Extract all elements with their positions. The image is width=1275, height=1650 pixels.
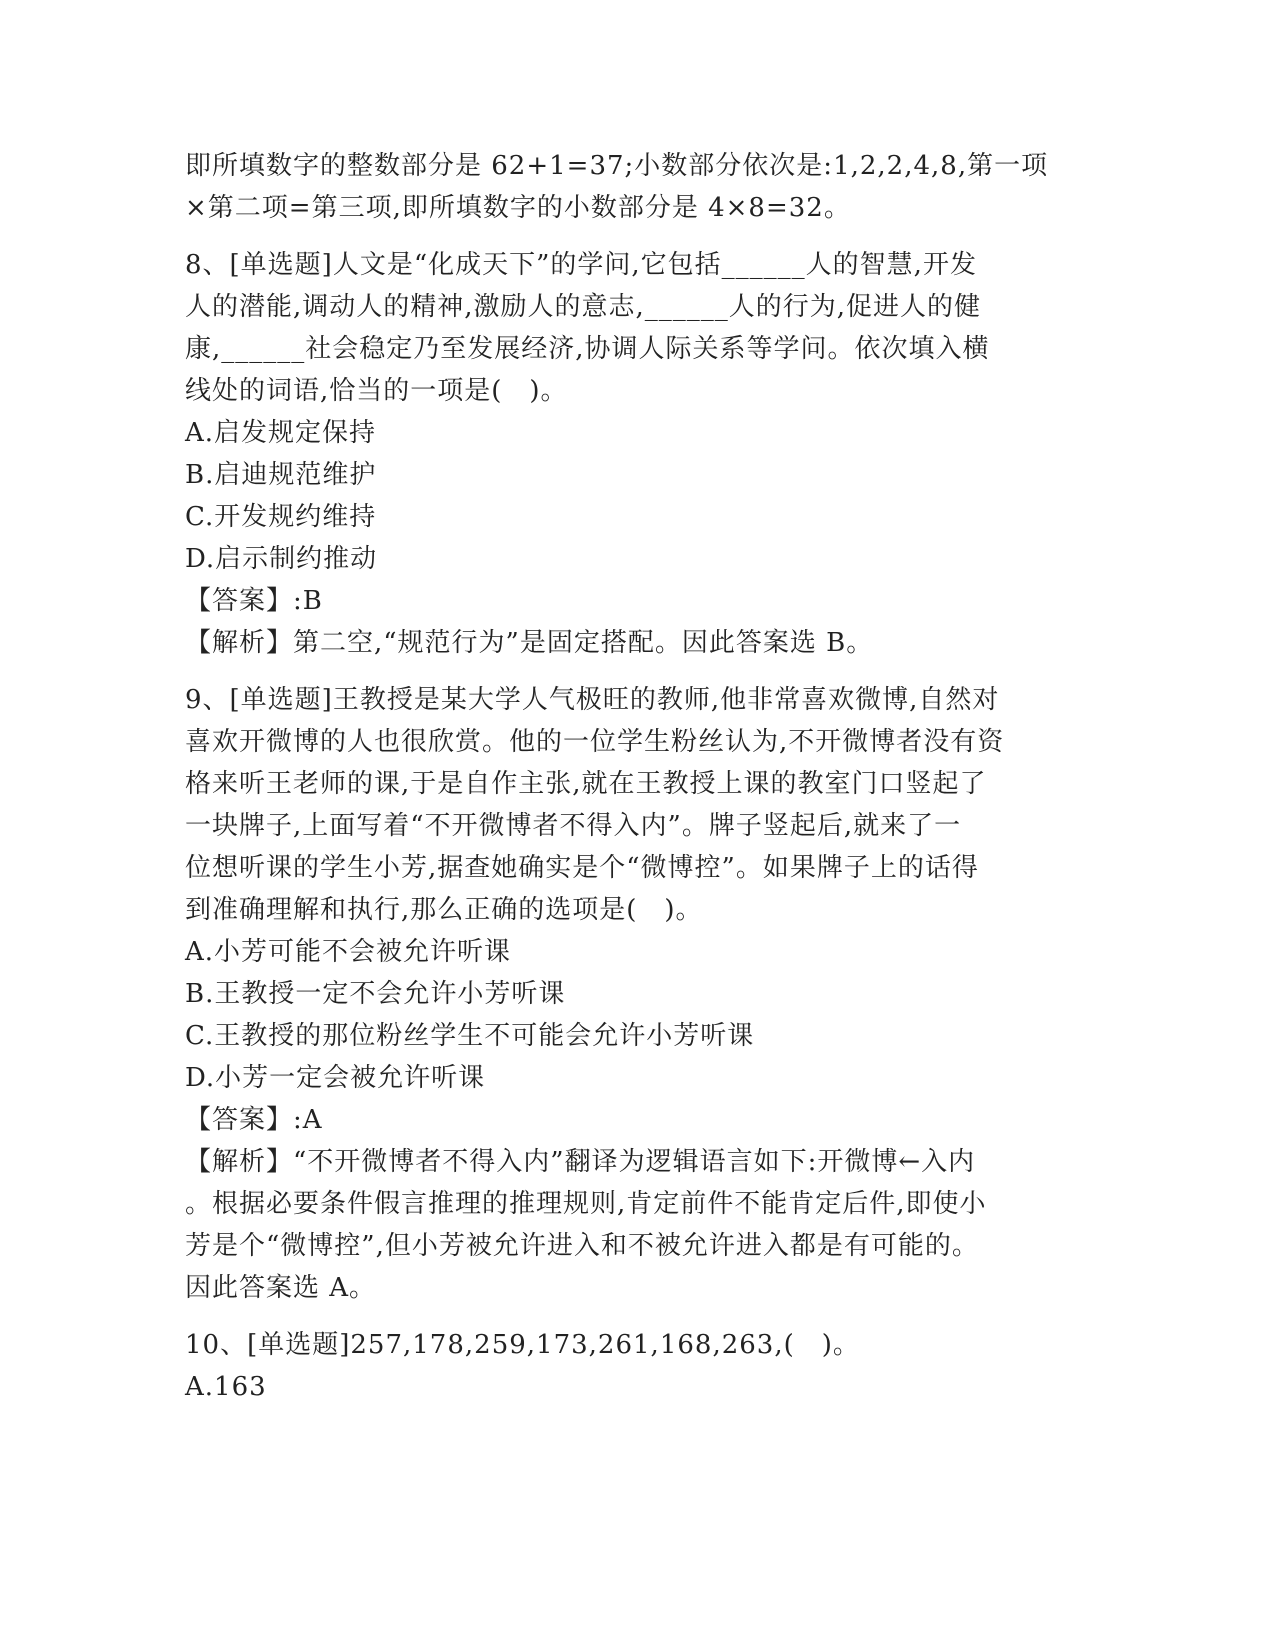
paragraph-gap <box>185 664 1065 679</box>
previous-explanation-continuation <box>185 145 1065 229</box>
question-stem-line: 9、[单选题]王教授是某大学人气极旺的教师,他非常喜欢微博,自然对 <box>185 685 1000 715</box>
option-b: B.启迪规范维护 <box>185 460 377 490</box>
question-stem-line: 8、[单选题]人文是“化成天下”的学问,它包括______人的智慧,开发 <box>185 250 977 280</box>
question-10 <box>185 1324 1065 1408</box>
option-c: C.开发规约维持 <box>185 502 377 532</box>
text-line: 即所填数字的整数部分是 62+1=37;小数部分依次是:1,2,2,4,8,第一项 <box>185 151 1049 181</box>
question-stem-line: 线处的词语,恰当的一项是( )。 <box>185 376 568 406</box>
document-content <box>185 145 1065 1408</box>
question-stem-line: 喜欢开微博的人也很欣赏。他的一位学生粉丝认为,不开微博者没有资 <box>185 727 1005 757</box>
analysis-line: 。根据必要条件假言推理的推理规则,肯定前件不能肯定后件,即使小 <box>185 1189 987 1219</box>
option-d: D.启示制约推动 <box>185 544 378 574</box>
question-stem-line: 格来听王老师的课,于是自作主张,就在王教授上课的教室门口竖起了 <box>185 769 987 799</box>
option-d: D.小芳一定会被允许听课 <box>185 1063 486 1093</box>
paragraph-gap <box>185 1309 1065 1324</box>
analysis-line: 芳是个“微博控”,但小芳被允许进入和不被允许进入都是有可能的。 <box>185 1231 979 1261</box>
answer-line: 【答案】:B <box>185 586 323 616</box>
question-stem-line: 到准确理解和执行,那么正确的选项是( )。 <box>185 895 703 925</box>
option-a: A.小芳可能不会被允许听课 <box>185 937 512 967</box>
answer-line: 【答案】:A <box>185 1105 323 1135</box>
option-a: A.启发规定保持 <box>185 418 377 448</box>
analysis-line: 【解析】第二空,“规范行为”是固定搭配。因此答案选 B。 <box>185 628 874 658</box>
question-stem-line: 10、[单选题]257,178,259,173,261,168,263,( )。 <box>185 1330 860 1360</box>
analysis-line: 【解析】“不开微博者不得入内”翻译为逻辑语言如下:开微博←入内 <box>185 1147 976 1177</box>
option-a: A.163 <box>185 1372 267 1402</box>
question-stem-line: 位想听课的学生小芳,据查她确实是个“微博控”。如果牌子上的话得 <box>185 853 979 883</box>
option-b: B.王教授一定不会允许小芳听课 <box>185 979 566 1009</box>
paragraph-gap <box>185 229 1065 244</box>
analysis-line: 因此答案选 A。 <box>185 1273 377 1303</box>
option-c: C.王教授的那位粉丝学生不可能会允许小芳听课 <box>185 1021 755 1051</box>
question-9 <box>185 679 1065 1309</box>
text-line: ×第二项=第三项,即所填数字的小数部分是 4×8=32。 <box>185 193 851 223</box>
question-stem-line: 康,______社会稳定乃至发展经济,协调人际关系等学问。依次填入横 <box>185 334 990 364</box>
question-stem-line: 一块牌子,上面写着“不开微博者不得入内”。牌子竖起后,就来了一 <box>185 811 962 841</box>
question-stem-line: 人的潜能,调动人的精神,激励人的意志,______人的行为,促进人的健 <box>185 292 982 322</box>
question-8 <box>185 244 1065 664</box>
